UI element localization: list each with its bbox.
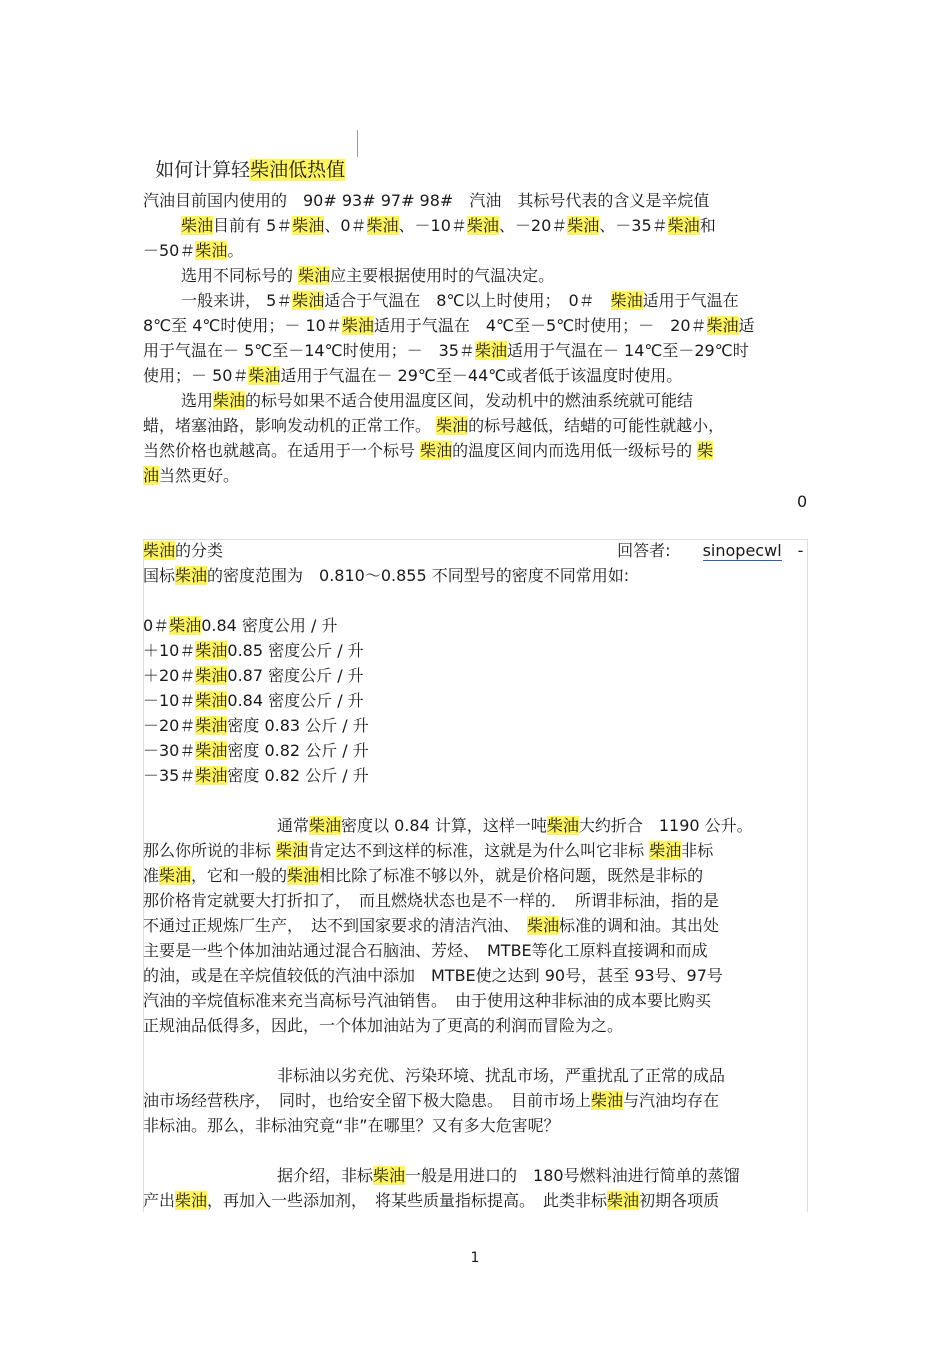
para-wax-line4: 油当然更好。 bbox=[143, 466, 240, 485]
para-selection: 选用不同标号的 柴油应主要根据使用时的气温决定。 bbox=[181, 266, 555, 285]
para-diesel-grades-line2: －50＃柴油。 bbox=[143, 241, 244, 260]
para-harm-line2: 油市场经营秩序， 同时，也给安全留下极大隐患。 目前市场上柴油与汽油均存在 bbox=[143, 1091, 720, 1110]
para-nonstandard-line8: 汽油的辛烷值标准来充当高标号汽油销售。 由于使用这种非标油的成本要比购买 bbox=[143, 991, 712, 1010]
page-title bbox=[143, 128, 346, 181]
para-harm-line3: 非标油。那么，非标油究竟“非”在哪里？又有多大危害呢？ bbox=[143, 1116, 560, 1135]
para-diesel-grades-line1: 柴油目前有 5＃柴油、0＃柴油、－10＃柴油、－20＃柴油、－35＃柴油和 bbox=[181, 216, 716, 235]
title-text: 如何计算轻 bbox=[155, 159, 251, 181]
para-gasoline-grades: 汽油目前国内使用的 90# 93# 97# 98# 汽油 其标号代表的含义是辛烷值 bbox=[143, 191, 710, 210]
keyword-highlight: 柴油 bbox=[181, 216, 214, 235]
answerer-link[interactable]: sinopecwl bbox=[702, 541, 782, 560]
density-row: ＋10＃柴油0.85 密度公斤 / 升 bbox=[143, 641, 364, 660]
para-temp-line2: 8℃至 4℃时使用；－ 10＃柴油适用于气温在 4℃至－5℃时使用；－ 20＃柴油适 bbox=[143, 316, 755, 335]
para-nonstandard-line6: 主要是一些个体加油站通过混合石脑油、芳烃、 MTBE等化工原料直接调和而成 bbox=[143, 941, 708, 960]
para-nonstandard-line3: 准柴油，它和一般的柴油相比除了标准不够以外，就是价格问题，既然是非标的 bbox=[143, 866, 704, 885]
para-nonstandard-line1: 通常柴油密度以 0.84 计算，这样一吨柴油大约折合 1190 公升。 bbox=[277, 816, 753, 835]
section-classification: 柴油的分类 bbox=[143, 541, 224, 560]
para-nonstandard-line4: 那价格肯定就要大打折扣了， 而且燃烧状态也是不一样的． 所谓非标油，指的是 bbox=[143, 891, 720, 910]
para-wax-line3: 当然价格也就越高。在适用于一个标号 柴油的温度区间内而选用低一级标号的 柴 bbox=[143, 441, 714, 460]
density-row: －20＃柴油密度 0.83 公斤 / 升 bbox=[143, 716, 369, 735]
answerer-row: 回答者: sinopecwl - bbox=[617, 541, 804, 560]
para-nonstandard-line7: 的油，或是在辛烷值较低的汽油中添加 MTBE使之达到 90号，甚至 93号、97号 bbox=[143, 966, 723, 985]
para-source-line1: 据介绍，非标柴油一般是用进口的 180号燃料油进行简单的蒸馏 bbox=[277, 1166, 740, 1185]
vote-count: 0 bbox=[797, 492, 808, 511]
answerer-label: 回答者: bbox=[617, 541, 671, 560]
density-row: －10＃柴油0.84 密度公斤 / 升 bbox=[143, 691, 364, 710]
text-cursor bbox=[357, 130, 358, 157]
para-temp-line4: 使用；－ 50＃柴油适用于气温在－ 29℃至－44℃或者低于该温度时使用。 bbox=[143, 366, 683, 385]
title-highlight: 柴油低热值 bbox=[250, 159, 346, 181]
para-nonstandard-line5: 不通过正规炼厂生产， 达不到国家要求的清洁汽油、 柴油标准的调和油。其出处 bbox=[143, 916, 720, 935]
density-row: ＋20＃柴油0.87 密度公斤 / 升 bbox=[143, 666, 364, 685]
para-wax-line1: 选用柴油的标号如果不适合使用温度区间，发动机中的燃油系统就可能结 bbox=[181, 391, 694, 410]
para-harm-line1: 非标油以劣充优、污染环境、扰乱市场，严重扰乱了正常的成品 bbox=[277, 1066, 726, 1085]
para-nonstandard-line2: 那么你所说的非标 柴油肯定达不到这样的标准，这就是为什么叫它非标 柴油非标 bbox=[143, 841, 714, 860]
density-row: －30＃柴油密度 0.82 公斤 / 升 bbox=[143, 741, 369, 760]
para-wax-line2: 蜡，堵塞油路，影响发动机的正常工作。 柴油的标号越低，结蜡的可能性就越小， bbox=[143, 416, 725, 435]
density-range: 国标柴油的密度范围为 0.810～0.855 不同型号的密度不同常用如: bbox=[143, 566, 630, 585]
density-row: －35＃柴油密度 0.82 公斤 / 升 bbox=[143, 766, 369, 785]
para-nonstandard-line9: 正规油品低得多，因此，一个体加油站为了更高的利润而冒险为之。 bbox=[143, 1016, 624, 1035]
density-row: 0＃柴油0.84 密度公用 / 升 bbox=[143, 616, 338, 635]
para-temp-line1: 一般来讲， 5＃柴油适合于气温在 8℃以上时使用； 0＃ 柴油适用于气温在 bbox=[181, 291, 739, 310]
para-temp-line3: 用于气温在－ 5℃至－14℃时使用；－ 35＃柴油适用于气温在－ 14℃至－29℃时 bbox=[143, 341, 749, 360]
page-number: 1 bbox=[470, 1250, 480, 1266]
para-source-line2: 产出柴油，再加入一些添加剂， 将某些质量指标提高。 此类非标柴油初期各项质 bbox=[143, 1191, 720, 1210]
